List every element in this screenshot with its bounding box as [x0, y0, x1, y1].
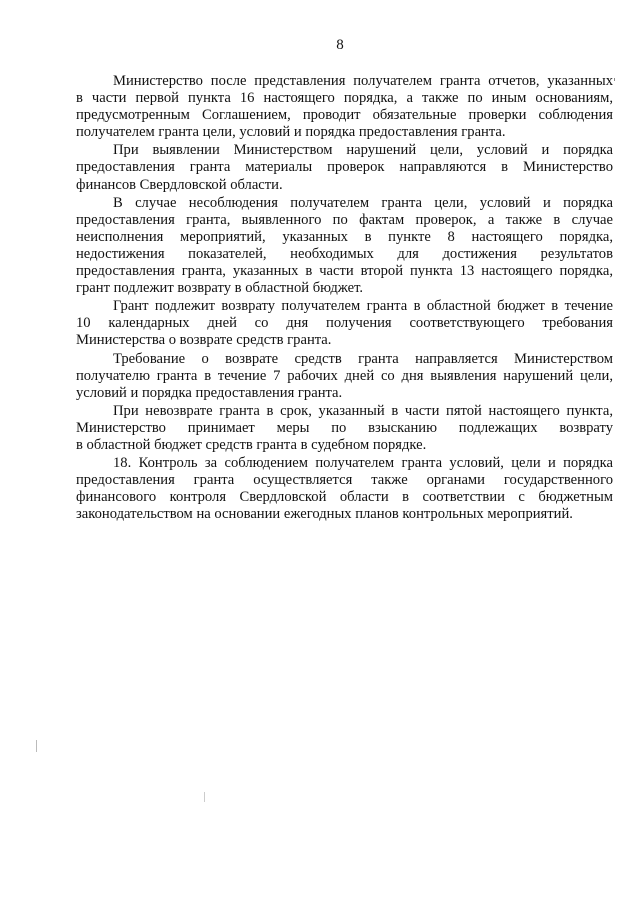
text-line: В случае несоблюдения получателем гранта цели, условий и порядка — [113, 194, 613, 211]
paragraph — [76, 455, 613, 523]
text-line: Министерство принимает меры по взысканию подлежащих возврату — [76, 419, 613, 436]
text-line: получателем гранта цели, условий и порядка предоставления гранта. — [76, 124, 506, 141]
paragraph — [76, 351, 613, 402]
text-line: Министерство после представления получателем гранта отчетов, указанных — [113, 73, 613, 89]
paragraph — [76, 73, 613, 141]
text-line: 18. Контроль за соблюдением получателем гранта условий, цели и порядка — [113, 455, 613, 472]
text-line: При невозврате гранта в срок, указанный в части пятой настоящего пункта, — [113, 402, 613, 419]
scan-artifact — [614, 78, 615, 81]
paragraph — [76, 195, 613, 298]
text-line: неисполнения мероприятий, указанных в пункте 8 настоящего порядка, — [76, 228, 613, 245]
text-line: Министерства о возврате средств гранта. — [76, 332, 332, 349]
text-line: предоставления гранта осуществляется также органами государственного — [76, 472, 613, 489]
paragraph — [76, 403, 613, 454]
text-line: Требование о возврате средств гранта направляется Министерством — [113, 350, 613, 367]
text-line: законодательством на основании ежегодных планов контрольных мероприятий. — [76, 506, 573, 523]
text-line: финансового контроля Свердловской области в соответствии с бюджетным — [76, 489, 613, 506]
text-line: в областной бюджет средств гранта в судебном порядке. — [76, 436, 427, 453]
page-number: 8 — [336, 37, 344, 53]
paragraph — [76, 298, 613, 349]
text-line: предоставления гранта материалы проверок направляются в Министерство — [76, 159, 613, 176]
paragraph — [76, 142, 613, 193]
text-line: получателю гранта в течение 7 рабочих дней со дня выявления нарушений цели, — [76, 367, 613, 384]
text-line: предусмотренным Соглашением, проводит обязательные проверки соблюдения — [76, 107, 613, 124]
text-line: 10 календарных дней со дня получения соответствующего требования — [76, 315, 613, 332]
text-line: Грант подлежит возврату получателем гранта в областной бюджет в течение — [113, 298, 613, 315]
text-line: финансов Свердловской области. — [76, 176, 283, 193]
text-line: грант подлежит возврату в областной бюджет. — [76, 280, 364, 297]
scan-artifact — [36, 740, 37, 752]
text-line: При выявлении Министерством нарушений цели, условий и порядка — [113, 142, 613, 159]
text-line: недостижения показателей, необходимых для достижения результатов — [76, 245, 613, 262]
document-body — [76, 73, 613, 524]
text-line: предоставления гранта, указанных в части второй пункта 13 настоящего порядка, — [76, 263, 613, 280]
text-line: предоставления гранта, выявленного по фактам проверок, а также в случае — [76, 211, 613, 228]
scan-artifact — [204, 792, 205, 802]
text-line: условий и порядка предоставления гранта. — [76, 384, 343, 401]
text-line: в части первой пункта 16 настоящего порядка, а также по иным основаниям, — [76, 90, 613, 107]
